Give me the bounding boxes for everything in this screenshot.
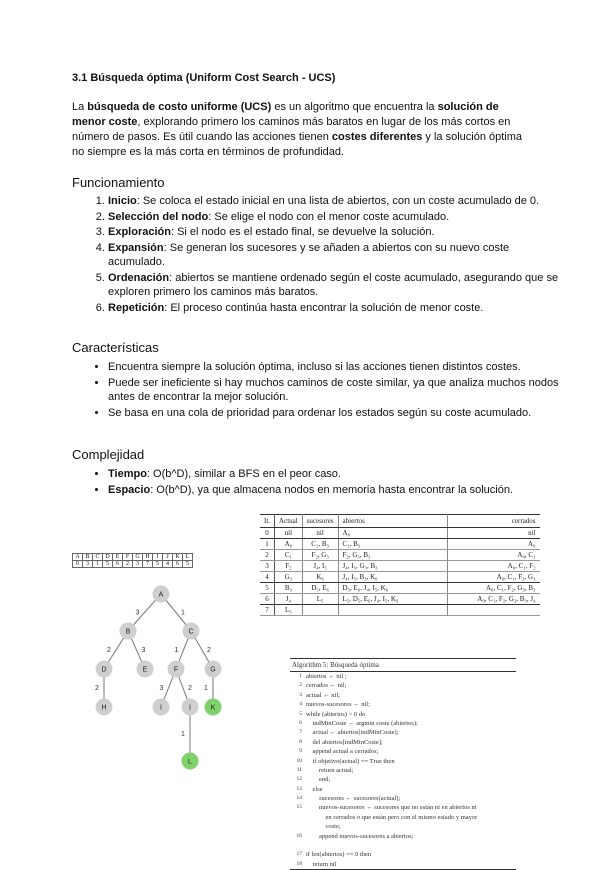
complexity-list bbox=[72, 467, 564, 498]
code-text: del abiertos[indMinCoste]; bbox=[306, 738, 383, 746]
table-cell bbox=[302, 605, 338, 616]
tree-node-label: H bbox=[101, 704, 107, 712]
table-cell bbox=[338, 605, 447, 616]
tree-node-label: I bbox=[160, 704, 162, 712]
line-number: 12 bbox=[296, 776, 302, 783]
table-cell: D₅, E₆, J₄, I₅, K₆ bbox=[338, 583, 447, 594]
table-cell: nil bbox=[275, 528, 303, 539]
code-line bbox=[290, 775, 516, 784]
tree-node-label: I bbox=[189, 704, 191, 712]
code-line bbox=[290, 691, 516, 700]
table-cell: 1 bbox=[93, 561, 103, 568]
code-line bbox=[290, 672, 516, 681]
table-cell: J₄, I₅, G₃, B₃ bbox=[338, 561, 447, 572]
table-cell: A₀, C₁, F₂, G₃, B₃, J₄ bbox=[447, 594, 540, 605]
table-row bbox=[73, 561, 193, 568]
table-cell: 3 bbox=[133, 561, 143, 568]
list-item: • Puede ser ineficiente si hay muchos caminos de coste similar, ya que analiza muchos nodos antes de encontrar la mejor solución. bbox=[108, 376, 564, 405]
code-text: else bbox=[306, 785, 323, 793]
edge-cost-label: 1 bbox=[174, 647, 179, 654]
code-text: coste; bbox=[306, 823, 341, 831]
table-row bbox=[260, 605, 540, 616]
code-line bbox=[290, 832, 516, 841]
code-text: cerrados ← nil; bbox=[306, 682, 347, 690]
table-row bbox=[73, 554, 193, 561]
table-cell: A₀ bbox=[447, 539, 540, 550]
tree-node-label: L bbox=[188, 758, 192, 766]
edge-cost-label: 2 bbox=[188, 685, 192, 692]
table-cell: E bbox=[113, 554, 123, 561]
edge-cost-label: 3 bbox=[159, 685, 164, 692]
table-row bbox=[260, 561, 540, 572]
column-header: abiertos bbox=[338, 515, 447, 528]
code-line bbox=[290, 681, 516, 690]
edge-cost-label: 2 bbox=[95, 685, 99, 692]
column-header: It. bbox=[260, 515, 275, 528]
list-item: 5. Ordenación: abiertos se mantiene ordenado según el coste acumulado, asegurando que se exploren primero los caminos más baratos. bbox=[108, 271, 564, 300]
table-cell: F bbox=[123, 554, 133, 561]
tree-node-label: D bbox=[101, 666, 107, 674]
table-cell: J₄ bbox=[275, 594, 303, 605]
table-cell: J bbox=[163, 554, 173, 561]
table-cell: 1 bbox=[260, 539, 275, 550]
table-cell: 5 bbox=[260, 583, 275, 594]
table-cell: L₅ bbox=[302, 594, 338, 605]
list-item: • Tiempo: O(b^D), similar a BFS en el peor caso. bbox=[108, 467, 564, 482]
code-text: abiertos ← nil ; bbox=[306, 673, 347, 680]
code-line bbox=[290, 757, 516, 766]
table-cell: 3 bbox=[260, 561, 275, 572]
tree-node-label: G bbox=[210, 666, 216, 674]
column-header: cerrados bbox=[447, 515, 540, 528]
code-line bbox=[290, 813, 516, 822]
code-line bbox=[290, 700, 516, 709]
table-cell: A₀ bbox=[338, 528, 447, 539]
table-cell: K₆ bbox=[302, 572, 338, 583]
table-cell: K bbox=[173, 554, 183, 561]
list-item: • Espacio: O(b^D), ya que almacena nodos en memoria hasta encontrar la solución. bbox=[108, 483, 564, 498]
table-cell: 4 bbox=[163, 561, 173, 568]
code-text: sucesores ← sucesores(actual); bbox=[306, 795, 401, 803]
code-line bbox=[290, 738, 516, 747]
code-text: actual ← abiertos[indMinCoste]; bbox=[306, 729, 399, 737]
tree-node-label: K bbox=[210, 704, 216, 712]
table-cell: C₁ bbox=[275, 550, 303, 561]
column-header: sucesores bbox=[302, 515, 338, 528]
table-cell bbox=[447, 605, 540, 616]
line-number: 10 bbox=[296, 757, 302, 764]
tree-node-label: F bbox=[173, 666, 179, 674]
line-number: 9 bbox=[299, 748, 302, 755]
edge-cost-label: 3 bbox=[135, 609, 140, 617]
table-cell: 0 bbox=[73, 561, 83, 568]
code-line bbox=[290, 766, 516, 775]
code-line bbox=[290, 850, 516, 859]
table-cell: B₃ bbox=[275, 583, 303, 594]
heading-complejidad: Complejidad bbox=[72, 447, 145, 462]
table-cell: L₅, D₅, E₆, J₄, I₅, K₆ bbox=[338, 594, 447, 605]
table-cell: 7 bbox=[143, 561, 153, 568]
line-number bbox=[290, 822, 302, 831]
table-cell: 5 bbox=[183, 561, 193, 568]
list-item: • Encuentra siempre la solución óptima, incluso si las acciones tienen distintos costes. bbox=[108, 360, 564, 375]
tree-node-label: A bbox=[158, 591, 164, 599]
table-cell: A bbox=[73, 554, 83, 561]
line-number: 14 bbox=[296, 795, 302, 802]
code-text: nuevos-sucesores ← nil; bbox=[306, 701, 370, 709]
table-cell: 6 bbox=[260, 594, 275, 605]
list-item: 6. Repetición: El proceso continúa hasta encontrar la solución de menor coste. bbox=[108, 301, 564, 316]
table-header-row bbox=[260, 515, 540, 528]
code-line bbox=[290, 803, 516, 812]
edge-cost-label: 1 bbox=[181, 609, 185, 617]
intro-paragraph: La búsqueda de costo uniforme (UCS) es un algoritmo que encuentra la solución de menor coste, explorando primero los caminos más baratos en lugar de los más cortos en número de pasos. Es útil cuando las acciones tienen costes diferentes y la solución óptima no siempre es la más corta en términos de profundidad. bbox=[72, 101, 523, 158]
line-number: 15 bbox=[296, 804, 302, 811]
list-item: 1. Inicio: Se coloca el estado inicial en una lista de abiertos, con un coste acumulado de 0. bbox=[108, 194, 564, 209]
list-item: 2. Selección del nodo: Se elige el nodo con el menor coste acumulado. bbox=[108, 210, 564, 225]
line-number: 7 bbox=[299, 729, 302, 736]
table-cell: B bbox=[83, 554, 93, 561]
node-value-table bbox=[72, 553, 193, 568]
list-item: • Se basa en una cola de prioridad para ordenar los estados según su coste acumulado. bbox=[108, 406, 564, 421]
line-number: 6 bbox=[299, 719, 302, 726]
line-number: 2 bbox=[299, 682, 302, 689]
table-cell: 6 bbox=[113, 561, 123, 568]
code-line bbox=[290, 785, 516, 794]
line-number: 17 bbox=[296, 851, 302, 858]
heading-caracteristicas: Características bbox=[72, 340, 159, 355]
line-number: 13 bbox=[296, 785, 302, 792]
code-line bbox=[290, 841, 516, 850]
code-text: append nuevos-sucesores a abiertos; bbox=[306, 832, 414, 840]
table-cell: C₁, B₃ bbox=[338, 539, 447, 550]
line-number: 5 bbox=[299, 710, 302, 717]
list-item: 4. Expansión: Se generan los sucesores y se añaden a abiertos con su nuevo coste acumulado. bbox=[108, 241, 564, 270]
characteristics-list bbox=[72, 360, 564, 421]
table-cell: F₂ bbox=[275, 561, 303, 572]
table-cell: H bbox=[143, 554, 153, 561]
table-cell: A₀, C₁, F₂ bbox=[447, 561, 540, 572]
code-text: nuevos-sucesores ← sucesores que no están ni en abiertos ni bbox=[306, 804, 477, 812]
code-text: indMinCoste ← argmin coste (abiertos); bbox=[306, 719, 418, 727]
table-cell: nil bbox=[447, 528, 540, 539]
table-cell: 2 bbox=[260, 550, 275, 561]
code-text: if len(abiertos) == 0 then bbox=[306, 851, 372, 859]
table-row bbox=[260, 528, 540, 539]
table-cell: F₂, G₃, B₃ bbox=[338, 550, 447, 561]
table-cell: 0 bbox=[260, 528, 275, 539]
table-cell: 4 bbox=[260, 572, 275, 583]
table-cell: 6 bbox=[173, 561, 183, 568]
table-cell: A₀, C₁ bbox=[447, 550, 540, 561]
table-cell: G₃ bbox=[275, 572, 303, 583]
line-number: 4 bbox=[299, 701, 302, 708]
table-row bbox=[260, 583, 540, 594]
table-cell: C bbox=[93, 554, 103, 561]
steps-list bbox=[72, 194, 564, 316]
line-number bbox=[290, 841, 302, 850]
line-number bbox=[290, 813, 302, 822]
algorithm-code bbox=[290, 672, 516, 870]
code-text: end; bbox=[306, 776, 331, 784]
tree-node-label: E bbox=[142, 666, 148, 674]
tree-node-label: B bbox=[125, 628, 131, 636]
table-cell: C₁, B₃ bbox=[302, 539, 338, 550]
section-title: 3.1 Búsqueda óptima (Uniform Cost Search - UCS) bbox=[72, 72, 336, 84]
code-text: while (abiertos) > 0 do bbox=[306, 710, 366, 718]
trace-table bbox=[260, 514, 540, 616]
code-text: append actual a cerrados; bbox=[306, 748, 379, 756]
table-cell: G bbox=[133, 554, 143, 561]
tree-node-label: C bbox=[188, 628, 194, 636]
table-row bbox=[260, 550, 540, 561]
line-number: 8 bbox=[299, 738, 302, 745]
code-line bbox=[290, 860, 516, 869]
algorithm-title: Algorithm 5: Búsqueda óptima bbox=[290, 658, 516, 672]
table-cell: 3 bbox=[83, 561, 93, 568]
table-cell: A₀, C₁, F₂, G₃ bbox=[447, 572, 540, 583]
code-text: actual ← nil; bbox=[306, 691, 340, 699]
code-text: return actual; bbox=[306, 766, 354, 774]
code-text: en cerrados o que están pero con el mismo estado y mayor bbox=[306, 813, 478, 821]
table-cell: 7 bbox=[260, 605, 275, 616]
heading-funcionamiento: Funcionamiento bbox=[72, 175, 165, 190]
edge-cost-label: 1 bbox=[181, 731, 185, 738]
table-cell: nil bbox=[302, 528, 338, 539]
code-line bbox=[290, 719, 516, 728]
table-cell: L₅ bbox=[275, 605, 303, 616]
code-line bbox=[290, 710, 516, 719]
table-cell: J₄, I₅, B₃, K₆ bbox=[338, 572, 447, 583]
table-cell: A₀ bbox=[275, 539, 303, 550]
table-cell: J₄, I₅ bbox=[302, 561, 338, 572]
code-line bbox=[290, 747, 516, 756]
table-cell: D₅, E₆ bbox=[302, 583, 338, 594]
edge-cost-label: 2 bbox=[107, 647, 111, 654]
code-text bbox=[306, 841, 516, 850]
line-number: 3 bbox=[299, 691, 302, 698]
code-text: if objetivo(actual) == True then bbox=[306, 757, 395, 765]
table-row bbox=[260, 594, 540, 605]
table-cell: A₀, C₁, F₂, G₃, B₃ bbox=[447, 583, 540, 594]
edge-cost-label: 3 bbox=[141, 647, 146, 654]
table-cell: 2 bbox=[123, 561, 133, 568]
table-cell: 5 bbox=[153, 561, 163, 568]
algorithm-box bbox=[290, 658, 516, 870]
code-line bbox=[290, 794, 516, 803]
column-header: Actual bbox=[275, 515, 303, 528]
table-cell: D bbox=[103, 554, 113, 561]
table-row bbox=[260, 572, 540, 583]
line-number: 16 bbox=[296, 832, 302, 839]
edge-cost-label: 1 bbox=[204, 685, 208, 692]
edge-cost-label: 2 bbox=[207, 647, 211, 654]
line-number: 1 bbox=[299, 673, 302, 679]
table-row bbox=[260, 539, 540, 550]
table-cell: 5 bbox=[103, 561, 113, 568]
list-item: 3. Exploración: Si el nodo es el estado final, se devuelve la solución. bbox=[108, 225, 564, 240]
line-number: 11 bbox=[296, 766, 302, 773]
search-tree-diagram bbox=[72, 578, 252, 774]
code-line bbox=[290, 822, 516, 831]
code-text: return nil bbox=[306, 860, 337, 868]
table-cell: L bbox=[183, 554, 193, 561]
table-cell: F₂, G₃ bbox=[302, 550, 338, 561]
code-line bbox=[290, 728, 516, 737]
table-cell: I bbox=[153, 554, 163, 561]
line-number: 18 bbox=[296, 860, 302, 867]
